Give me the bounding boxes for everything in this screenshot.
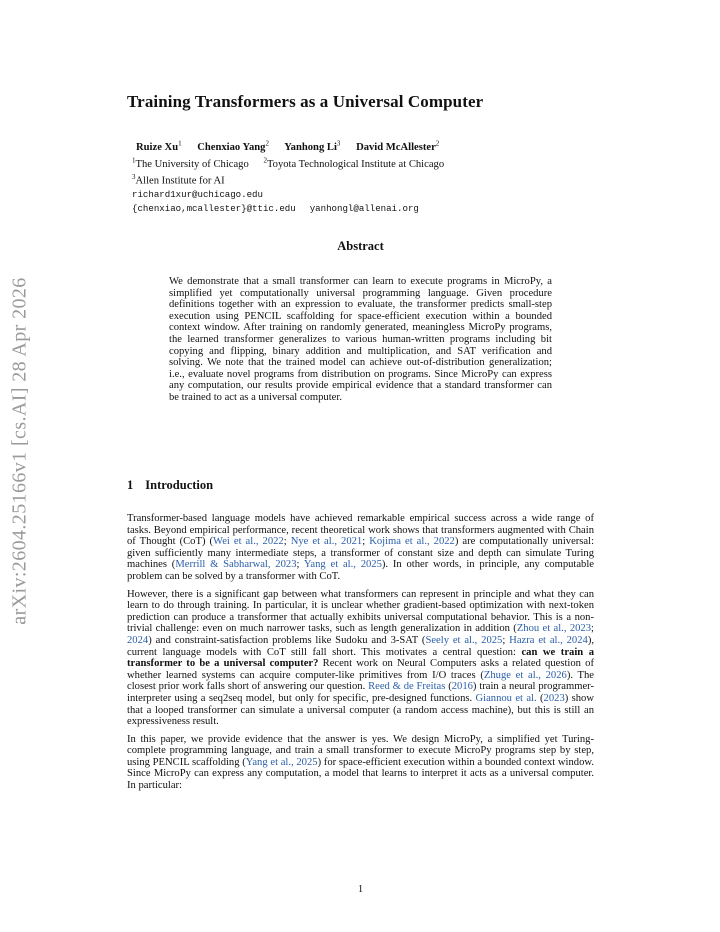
author-affiliation-mark: 3: [336, 139, 341, 147]
author-1: [136, 139, 182, 153]
section-title: Introduction: [145, 478, 214, 492]
arxiv-identifier-stamp: arXiv:2604.25166v1 [cs.AI] 28 Apr 2026: [8, 277, 31, 625]
authors-line: [136, 137, 452, 154]
citation-link[interactable]: Wei et al., 2022: [213, 536, 284, 548]
affiliation-line-1: [132, 154, 452, 171]
author-2: [197, 139, 269, 153]
citation-link[interactable]: 2023: [543, 692, 565, 704]
affiliation-3: $^3$Allen Institute for AI: [132, 173, 225, 187]
citation-link[interactable]: Kojima et al., 2022: [369, 536, 455, 548]
author-name: David McAllester: [356, 141, 436, 153]
citation-link[interactable]: Seely et al., 2025: [425, 634, 503, 646]
citation-link[interactable]: Zhuge et al., 2026: [483, 669, 567, 681]
affiliation-1: $^1$The University of Chicago: [132, 156, 249, 170]
author-affiliation-mark: 2: [265, 139, 269, 147]
intro-paragraph-1: Transformer-based language models have achieved remarkable empirical success across a wide range of tasks. Beyond empirical performance, recent theoretical work shows that transformers augmented with Chain of Thought (CoT) (Wei et al., 2022; Nye et al., 2021; Kojima et al., 2022) are computationally universal: given sufficiently many intermediate steps, a transformer of constant size and depth can simulate Turing machines (Merrill & Sabharwal, 2023; Yang et al., 2025). In other words, in principle, any computable problem can be solved by a transformer with CoT.: [127, 513, 595, 582]
author-block: [132, 137, 452, 216]
affiliation-2: $^2$Toyota Technological Institute at Chicago: [263, 156, 445, 170]
email-line-1: [132, 188, 452, 202]
paper-title: Training Transformers as a Universal Computer: [127, 92, 484, 111]
email-address: richard1xur@uchicago.edu: [132, 189, 263, 201]
intro-paragraph-2: However, there is a significant gap between what transformers can represent in principle and what they can learn to do through training. In particular, it is unclear whether gradient-based optimization with next-token prediction can produce a transformer that actually exhibits universal computational behavior. This is a non-trivial challenge: even on much narrower tasks, such as length generalization in addition (Zhou et al., 2023; 2024) and constraint-satisfaction problems like Sudoku and 3-SAT (Seely et al., 2025; Hazra et al., 2024), current language models with CoT still fall short. This motivates a central question: can we train a transformer to be a universal computer? Recent work on Neural Computers asks a related question of whether learned systems can acquire computer-like primitives from I/O traces (Zhuge et al., 2026). The closest prior work falls short of answering our question. Reed & de Freitas (2016) train a neural programmer-interpreter using a seq2seq model, but only for specific, pre-designed functions. Giannou et al. (2023) show that a looped transformer can simulate a universal computer (a random access machine), but this is still an expressiveness result.: [127, 588, 595, 728]
citation-link[interactable]: Hazra et al., 2024: [509, 634, 588, 646]
citation-link[interactable]: Yang et al., 2025: [245, 756, 318, 768]
email-address: yanhongl@allenai.org: [309, 202, 419, 214]
central-question: can we train a transformer to be a universal computer?: [127, 646, 594, 670]
author-name: Ruize Xu: [136, 141, 179, 153]
author-name: Chenxiao Yang: [197, 141, 266, 153]
page-number: 1: [357, 884, 364, 895]
abstract-body: We demonstrate that a small transformer can learn to execute programs in MicroPy, a simplified yet computationally universal programming language. Given procedure definitions together with an expression to evaluate, the transformer predicts small-step execution using PENCIL scaffolding for space-efficient execution within a bounded context window. After training on randomly generated, meaningless MicroPy programs, the learned transformer generalizes to various human-written programs including bit copying and flipping, binary addition and multiplication, and SAT verification and solving. We note that the trained model can achieve out-of-distribution generalization; i.e., evaluate novel programs from distribution on programs. Since MicroPy can express any computation, our results provide empirical evidence that a standard transformer can be trained to act as a universal computer.: [169, 276, 552, 403]
citation-link[interactable]: Nye et al., 2021: [290, 536, 363, 548]
author-affiliation-mark: 1: [178, 139, 182, 147]
citation-link[interactable]: Reed & de Freitas: [368, 681, 446, 693]
citation-link[interactable]: Giannou et al.: [475, 692, 537, 704]
citation-link[interactable]: 2024: [127, 634, 149, 646]
email-line-2: [132, 202, 452, 216]
author-4: [356, 139, 440, 153]
citation-link[interactable]: 2016: [451, 681, 473, 693]
section-heading-introduction: [127, 478, 213, 493]
author-affiliation-mark: 2: [435, 139, 440, 147]
abstract-heading: Abstract: [337, 239, 384, 253]
citation-link[interactable]: Zhou et al., 2023: [516, 623, 592, 635]
intro-paragraph-3: In this paper, we provide evidence that the answer is yes. We design MicroPy, a simplified yet Turing-complete programming language, and train a small transformer to execute MicroPy programs step by step, using PENCIL scaffolding (Yang et al., 2025) for space-efficient execution within a bounded context window. Since MicroPy can express any computation, a model that learns to interpret it acts as a universal computer. In particular:: [127, 733, 594, 792]
citation-link[interactable]: Merrill & Sabharwal, 2023: [175, 559, 297, 571]
author-name: Yanhong Li: [284, 141, 337, 153]
author-3: [284, 139, 341, 153]
email-address: {chenxiao,mcallester}@ttic.edu: [132, 202, 296, 214]
section-number: 1: [127, 478, 134, 492]
citation-link[interactable]: Yang et al., 2025: [303, 559, 382, 571]
introduction-body: [127, 513, 594, 798]
